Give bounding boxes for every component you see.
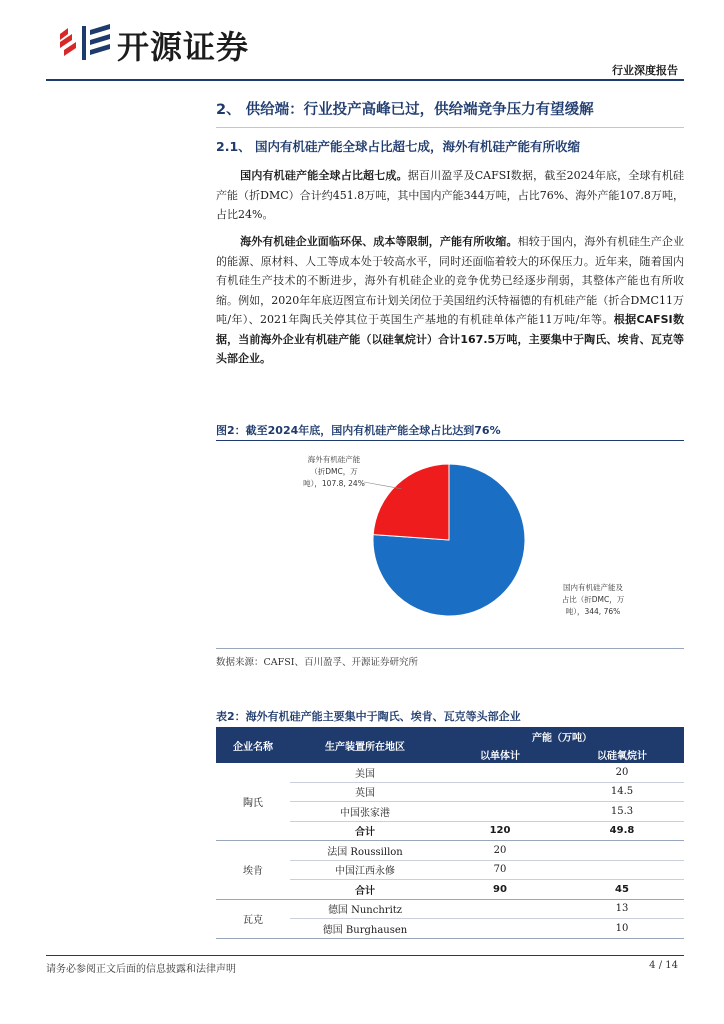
subsection-title: 2.1、 国内有机硅产能全球占比超七成，海外有机硅产能有所收缩 xyxy=(216,139,580,154)
section-divider xyxy=(216,127,684,128)
cell-siloxane xyxy=(560,860,684,880)
paragraph-2-body: 相较于国内，海外有机硅生产企业的能源、原材料、人工等成本处于较高水平，同时还面临着较大的环保压力。近年来，随着国内有机硅生产技术的不断进步，海外有机硅企业的竞争优势已经逐步削弱，其整体产能也有所收缩。例如，2020年年底迈图宣布计划关闭位于美国纽约沃特福德的有机硅产能（折合DMC11万吨/年）、2021年陶氏关停其位于英国生产基地的有机硅单体产能11万吨/年等。 xyxy=(216,235,685,326)
cell-location: 德国 Nunchritz xyxy=(290,899,440,919)
cell-monomer xyxy=(440,802,560,822)
footer-divider xyxy=(46,955,684,956)
header-divider xyxy=(46,79,684,81)
company-elkem: 埃肯 xyxy=(216,841,290,900)
figure-bottom-rule xyxy=(216,648,684,649)
paragraph-1-body: 据百川盈孚及CAFSI数据，截至2024年底，全球有机硅产能（折DMC）合计约451.8万吨，其中国内产能344万吨，占比76%、海外产能107.8万吨，占比24%。 xyxy=(216,169,685,221)
cell-siloxane xyxy=(560,841,684,861)
cell-monomer xyxy=(440,763,560,782)
paragraph-1 xyxy=(216,166,684,225)
cell-monomer: 90 xyxy=(440,880,560,900)
cell-monomer xyxy=(440,899,560,919)
cell-siloxane: 49.8 xyxy=(560,821,684,841)
cell-monomer xyxy=(440,782,560,802)
cell-location: 法国 Roussillon xyxy=(290,841,440,861)
paragraph-2-conclusion: 根据CAFSI数据，当前海外企业有机硅产能（以硅氧烷计）合计167.5万吨，主要集中于陶氏、埃肯、瓦克等头部企业。 xyxy=(216,313,684,365)
table-title: 表2：海外有机硅产能主要集中于陶氏、埃肯、瓦克等头部企业 xyxy=(216,710,521,723)
footer-disclaimer: 请务必参阅正文后面的信息披露和法律声明 xyxy=(46,964,236,975)
capacity-table xyxy=(216,727,684,939)
cell-location: 英国 xyxy=(290,782,440,802)
pie-slice-overseas xyxy=(373,464,449,540)
data-label-overseas xyxy=(303,454,365,489)
cell-monomer xyxy=(440,919,560,939)
header-capacity: 产能（万吨） xyxy=(440,727,684,745)
header-location: 生产装置所在地区 xyxy=(290,727,440,763)
cell-location: 合计 xyxy=(290,880,440,900)
cell-monomer: 120 xyxy=(440,821,560,841)
cell-location: 合计 xyxy=(290,821,440,841)
cell-location: 中国江西永修 xyxy=(290,860,440,880)
cell-monomer: 20 xyxy=(440,841,560,861)
data-label-line: 海外有机硅产能 xyxy=(307,455,361,464)
data-label-line: 国内有机硅产能及 xyxy=(563,583,623,592)
cell-location: 德国 Burghausen xyxy=(290,919,440,939)
page-number: 4 / 14 xyxy=(649,960,678,971)
cell-siloxane: 13 xyxy=(560,899,684,919)
data-label-line: （折DMC，万 xyxy=(310,467,358,476)
paragraph-2-lead: 海外有机硅企业面临环保、成本等限制，产能有所收缩。 xyxy=(240,235,518,248)
header-monomer: 以单体计 xyxy=(440,745,560,763)
company-wacker: 瓦克 xyxy=(216,899,290,938)
figure-source: 数据来源：CAFSI、百川盈孚、开源证券研究所 xyxy=(216,657,418,668)
data-label-line: 占比（折DMC，万 xyxy=(561,595,625,604)
cell-siloxane: 15.3 xyxy=(560,802,684,822)
paragraph-2 xyxy=(216,232,684,369)
data-label-line: 吨），107.8, 24% xyxy=(303,479,365,488)
report-type: 行业深度报告 xyxy=(612,64,678,77)
header-company: 企业名称 xyxy=(216,727,290,763)
table-row xyxy=(216,841,684,861)
header-siloxane: 以硅氧烷计 xyxy=(560,745,684,763)
cell-location: 中国张家港 xyxy=(290,802,440,822)
figure-title: 图2：截至2024年底，国内有机硅产能全球占比达到76% xyxy=(216,424,501,437)
section-title: 2、 供给端：行业投产高峰已过，供给端竞争压力有望缓解 xyxy=(216,102,594,118)
brand-name: 开源证券 xyxy=(117,28,250,66)
cell-siloxane: 14.5 xyxy=(560,782,684,802)
data-label-domestic xyxy=(562,582,625,617)
data-label-line: 吨），344, 76% xyxy=(565,607,621,616)
table-row xyxy=(216,899,684,919)
table-row xyxy=(216,763,684,782)
pie-chart xyxy=(216,440,684,648)
cell-siloxane: 10 xyxy=(560,919,684,939)
company-dow: 陶氏 xyxy=(216,763,290,841)
cell-siloxane: 45 xyxy=(560,880,684,900)
cell-location: 美国 xyxy=(290,763,440,782)
cell-siloxane: 20 xyxy=(560,763,684,782)
paragraph-1-lead: 国内有机硅产能全球占比超七成。 xyxy=(240,169,408,182)
cell-monomer: 70 xyxy=(440,860,560,880)
